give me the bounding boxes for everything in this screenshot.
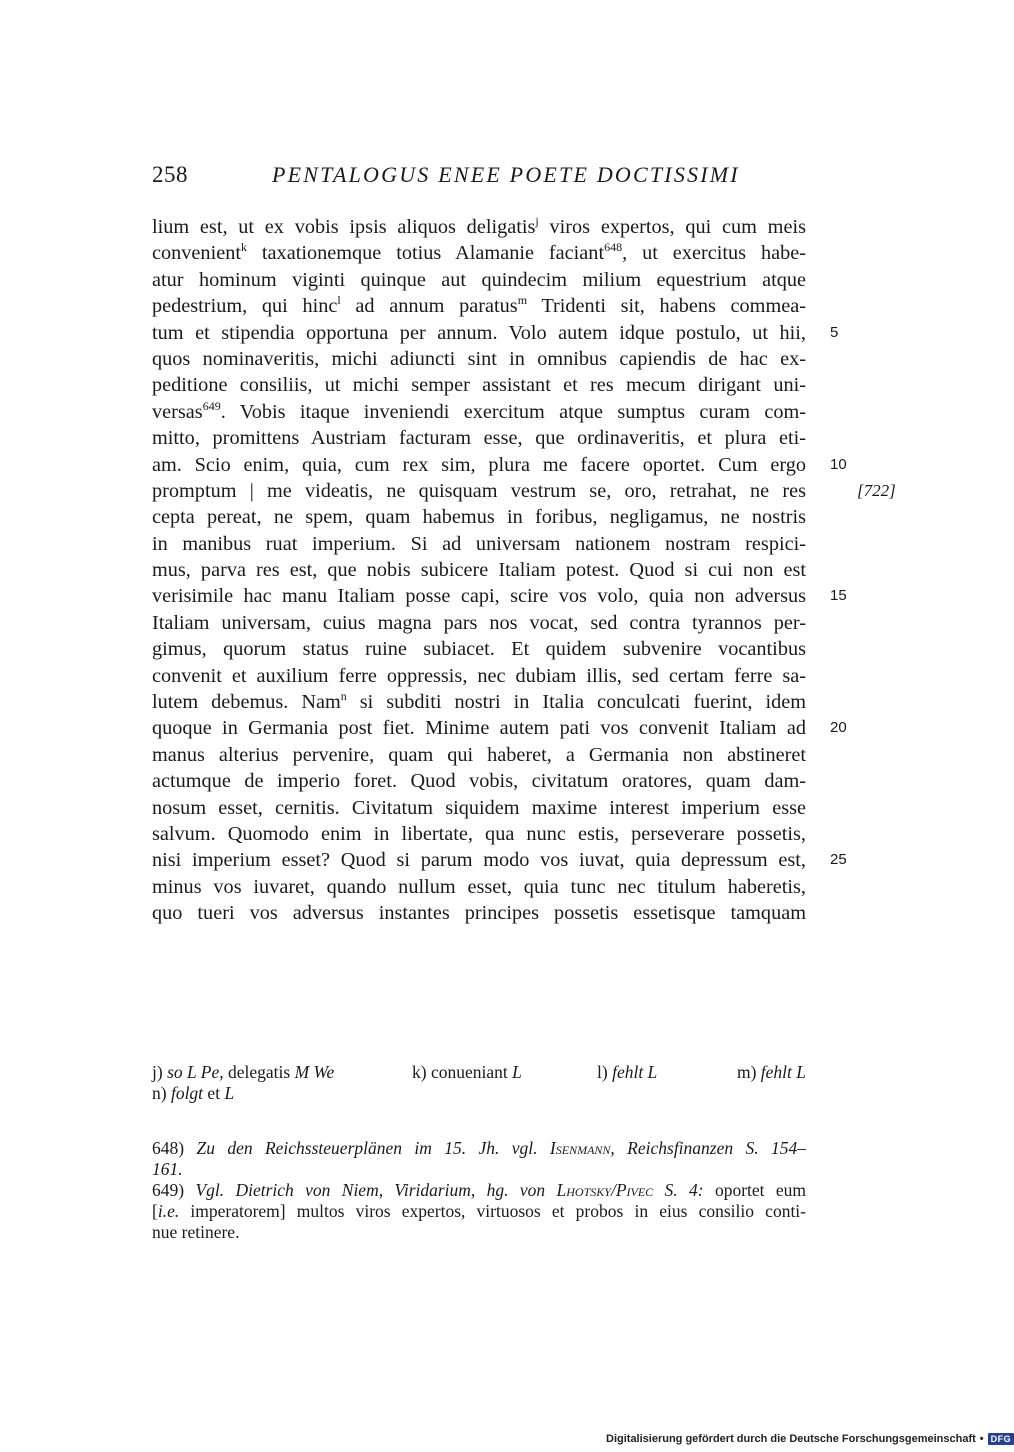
text-line — [152, 715, 847, 741]
line-number: 5 — [830, 323, 839, 341]
page-number: 258 — [152, 162, 188, 187]
text-segment: tum et stipendia opportuna per annum. Volo autem idque postulo, ut hii, — [152, 321, 806, 344]
text-line — [152, 900, 806, 926]
text-segment: . Vobis itaque inveniendi exercitum atque sumptus curam com- — [220, 400, 806, 423]
text-line — [152, 346, 806, 372]
text-segment: gimus, quorum status ruine subiacet. Et quidem subvenire vocantibus — [152, 638, 806, 661]
page-header — [152, 162, 812, 196]
text-line — [152, 240, 806, 266]
text-segment: verisimile hac manu Italiam posse capi, scire vos volo, quia non adversus — [152, 585, 806, 608]
text-line — [152, 795, 806, 821]
text-line — [152, 636, 806, 662]
text-line — [152, 214, 806, 240]
line-number: 20 — [830, 719, 847, 737]
footnote-reference: j — [535, 214, 539, 228]
text-line — [152, 689, 806, 715]
text-segment: atur hominum viginti quinque aut quindecim milium equestrium atque — [152, 268, 806, 291]
text-line — [152, 663, 806, 689]
apparatus-note-k: k) conueniant L — [412, 1062, 522, 1082]
apparatus-note-m: m) fehlt L — [736, 1062, 806, 1082]
text-segment: mus, parva res est, que nobis subicere Italiam potest. Quod si cui non est — [152, 559, 806, 582]
text-line — [152, 874, 806, 900]
text-segment: taxationemque totius Alamanie faciant — [246, 242, 605, 265]
footnote-reference: 649 — [202, 398, 221, 413]
text-line — [152, 583, 847, 609]
text-segment: salvum. Quomodo enim in libertate, qua nunc estis, perseverare possetis, — [152, 822, 806, 845]
text-segment: manus alterius pervenire, quam qui haberet, a Germania non abstineret — [152, 743, 806, 766]
text-segment: si subditi nostri in Italia conculcati fuerint, idem — [346, 691, 806, 714]
text-line — [152, 452, 847, 478]
text-segment: in manibus ruat imperium. Si ad universam nationem nostram respici- — [152, 532, 806, 555]
text-segment: nisi imperium esset? Quod si parum modo vos iuvat, quia depressum est, — [152, 849, 806, 872]
critical-apparatus — [152, 1062, 806, 1104]
footnotes — [152, 1138, 806, 1243]
text-line — [152, 372, 806, 398]
running-title: PENTALOGUS ENEE POETE DOCTISSIMI — [272, 162, 740, 187]
text-line — [152, 425, 806, 451]
text-line — [152, 320, 839, 346]
text-line — [152, 557, 806, 583]
text-line — [152, 267, 806, 293]
funding-credit — [606, 1431, 1014, 1447]
text-segment: pedestrium, qui hinc — [152, 295, 338, 318]
dfg-logo-icon: DFG — [988, 1433, 1014, 1445]
funding-credit-text: Digitalisierung gefördert durch die Deutsche Forschungsgemeinschaft — [606, 1433, 976, 1445]
text-segment: convenit et auxilium ferre oppressis, nec dubiam illis, sed certam ferre sa- — [152, 664, 806, 687]
line-number: 25 — [830, 851, 847, 869]
footnote-reference: n — [340, 689, 347, 704]
text-segment: versas — [152, 400, 203, 423]
main-text — [152, 214, 896, 927]
text-line — [152, 742, 806, 768]
text-line — [152, 504, 806, 530]
text-line — [152, 478, 896, 504]
text-segment: Italiam universam, cuius magna pars nos vocat, sed contra tyrannos per- — [152, 611, 806, 634]
source-page-marker: [722] — [857, 480, 896, 500]
text-line — [152, 847, 847, 873]
apparatus-note-l: l) fehlt L — [597, 1062, 658, 1082]
text-segment: peditione consiliis, ut michi semper assistant et res mecum dirigant uni- — [152, 374, 806, 397]
text-segment: actumque de imperio foret. Quod vobis, civitatum oratores, quam dam- — [152, 770, 806, 793]
text-segment: am. Scio enim, quia, cum rex sim, plura me facere oportet. Cum ergo — [152, 453, 806, 476]
text-segment: mitto, promittens Austriam facturam esse, que ordinaveritis, et plura eti- — [152, 427, 806, 450]
apparatus-note-n: n) folgt et L — [152, 1083, 235, 1103]
text-line — [152, 531, 806, 557]
text-segment: quoque in Germania post fiet. Minime autem pati vos convenit Italiam ad — [152, 717, 806, 740]
footnote-reference: k — [240, 240, 247, 255]
text-segment: quos nominaveritis, michi adiuncti sint in omnibus capiendis de hac ex- — [152, 347, 806, 370]
text-segment: quo tueri vos adversus instantes principes possetis essetisque tamquam — [152, 902, 806, 925]
footnote-reference: m — [517, 293, 528, 308]
footnote-648-continuation: 161. — [152, 1159, 183, 1179]
text-segment: minus vos iuvaret, quando nullum esset, quia tunc nec titulum haberetis, — [152, 875, 806, 898]
text-segment: convenient — [152, 242, 241, 265]
text-segment: cepta pereat, ne spem, quam habemus in foribus, negligamus, ne nostris — [152, 506, 806, 529]
footnote-649-continuation: nue retinere. — [152, 1222, 240, 1242]
footnote-649: 649) Vgl. Dietrich von Niem, Viridarium, hg. von Lhotsky/Pivec S. 4: oportet eum — [152, 1180, 807, 1200]
text-segment: nosum esset, cernitis. Civitatum siquidem maxime interest imperium esse — [152, 796, 806, 819]
apparatus-row — [152, 1083, 806, 1104]
text-segment: lium est, ut ex vobis ipsis aliquos deligatis — [152, 216, 536, 238]
text-segment: lutem debemus. Nam — [152, 691, 341, 714]
text-line — [152, 610, 806, 636]
text-segment: ad annum paratus — [340, 295, 518, 318]
text-segment: Tridenti sit, habens commea- — [527, 295, 806, 318]
text-line — [152, 768, 806, 794]
footnote-reference: 648 — [604, 240, 623, 255]
line-number: 10 — [830, 455, 847, 473]
text-segment: viros expertos, qui cum meis — [538, 216, 806, 238]
text-segment: promptum | me videatis, ne quisquam vestrum se, oro, retrahat, ne res — [152, 479, 806, 502]
text-segment: , ut exercitus habe- — [622, 242, 806, 265]
apparatus-row — [152, 1062, 806, 1083]
text-line — [152, 293, 806, 319]
line-number: 15 — [830, 587, 847, 605]
footnote-649-continuation: [i.e. imperatorem] multos viros expertos, virtuosos et probos in eius consilio conti- — [152, 1201, 806, 1221]
footnote-648: 648) Zu den Reichssteuerplänen im 15. Jh. vgl. Isenmann, Reichsfinanzen S. 154– — [152, 1138, 806, 1158]
separator-dot: • — [979, 1433, 984, 1445]
apparatus-note-j: j) so L Pe, delegatis M We — [152, 1062, 335, 1082]
footnote-reference: l — [337, 293, 341, 308]
text-line — [152, 399, 806, 425]
text-line — [152, 821, 806, 847]
